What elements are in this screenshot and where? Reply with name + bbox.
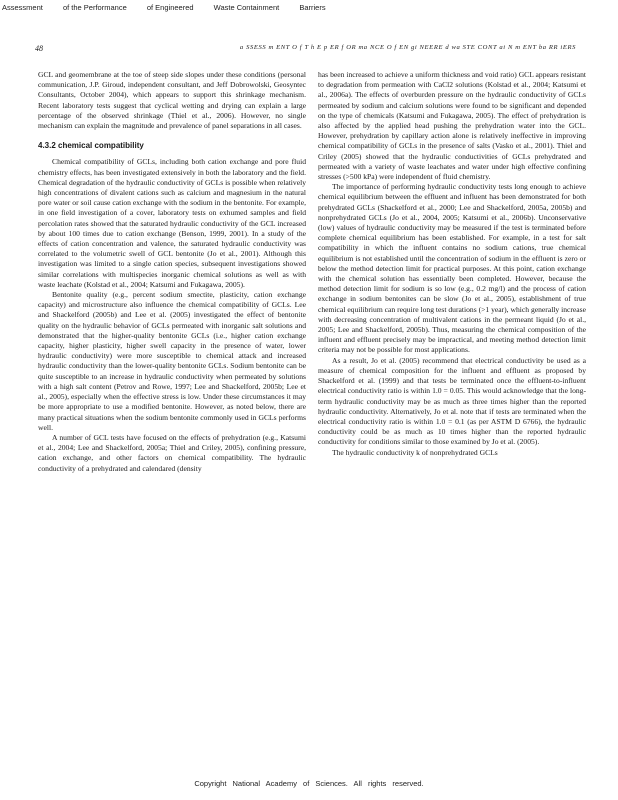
copyright-footer: Copyright National Academy of Sciences. All rights reserved. xyxy=(194,779,424,788)
top-bar-item: Barriers xyxy=(299,3,326,12)
left-column xyxy=(38,70,306,762)
paragraph: Bentonite quality (e.g., percent sodium smectite, plasticity, cation exchange capacity) and microstructure also influence the chemical compatibility of GCLs. Lee and Shackelford (2005b) and Lee et al. (2005) investigated the effect of bentonite quality on the hydraulic behavior of GCLs permeated with inorganic salt solutions and demonstrated that the higher-quality bentonite GCLs (i.e., higher cation exchange capacity, higher plasticity, higher swell capacity in the presence of water, lower hydraulic conductivity) were more susceptible to chemical attack and increased hydraulic conductivity than the lower-quality bentonite GCLs. Sodium bentonite can be quite susceptible to an increase in hydraulic conductivity when permeated by solutions with a high salt content (Petrov and Rowe, 1997; Lee and Shackelford, 2005b; Lee et al., 2005), especially when the effective stress is low. Under these circumstances it may be more appropriate to use a modified bentonite. However, as noted below, there are many practical situations when the sodium bentonite commonly used in GCLs performs well. xyxy=(38,290,306,432)
paragraph: A number of GCL tests have focused on the effects of prehydration (e.g., Katsumi et al., 2004; Lee and Shackelford, 2005a; Thiel and Criley, 2005), confining pressure, cation exchange, and other factors on chemical compatibility. The hydraulic conductivity of a prehydrated and calendared (density xyxy=(38,432,306,473)
top-bar-item: of Engineered xyxy=(146,3,194,12)
paragraph: The importance of performing hydraulic conductivity tests long enough to achieve chemical equilibrium between the effluent and influent has been demonstrated for both prehydrated GCLs (Shackelford et al., 2000; Lee and Shackelford, 2005a, 2005b) and nonprehydrated GCLs (Jo et al., 2004, 2005; Katsumi et al., 2006b). Unconservative (low) values of hydraulic conductivity may be measured if the test is terminated before complete chemical equilibrium has been established. For example, in a test for salt compatibility in which the influent contains no sodium cations, true chemical equilibrium is not established until the concentration of sodium in the effluent is zero or below the method detection limit for practical purposes. At this point, cation exchange with the chemical solution has essentially been completed. However, because the method detection limit for sodium is so low (e.g., 0.2 mg/l) and the process of cation exchange in sodium bentonites can be slow (Jo et al., 2005), establishment of true chemical equilibrium can require long test durations (>1 year), which generally increase with decreasing concentration of multivalent cations in the permeant liquid (Jo et al., 2005; Lee and Shackelford, 2005b). Thus, measuring the chemical composition of the influent and effluent precisely may be impractical, and meeting method detection limit criteria may not be possible for most applications. xyxy=(318,182,586,355)
paragraph: The hydraulic conductivity k of nonprehydrated GCLs xyxy=(332,447,498,457)
page-number: 48 xyxy=(35,44,43,53)
right-column xyxy=(318,70,586,762)
top-bar xyxy=(0,0,618,15)
paragraph: Chemical compatibility of GCLs, including both cation exchange and pore fluid chemistry effects, has been investigated extensively in both the laboratory and the field. Chemical degradation of the hydraulic conductivity of GCLs is possible when relatively high concentrations of divalent cations such as calcium and magnesium in the natural pore water or soil cause cation exchange with the sodium in the bentonite. For example, in one field investigation of a cover, laboratory tests on exhumed samples and field percolation rates showed that the saturated hydraulic conductivity of the GCL increased by about 100 times due to cation exchange (Benson, 1999, 2001). In a study of the effects of cation concentration and valence, the saturated hydraulic conductivity was correlated to the volumetric swell of GCL bentonite (Jo et al., 2001). Although this investigation was limited to a single cation species, subsequent investigations showed similar correlations with multispecies inorganic chemical solutions as well as with waste leachate (Kolstad et al., 2004; Katsumi and Fukagawa, 2005). xyxy=(38,157,306,289)
paragraph: GCL and geomembrane at the toe of steep side slopes under these conditions (personal communication, J.P. Giroud, independent consultant, and Jeff Dobrowolski, Geosyntec Consultants, October 2004), which appears to support this shrinkage mechanism. Recent laboratory tests suggest that cyclical wetting and drying can explain a large percentage of the observed shrinkage (Thiel et al., 2006). However, no single mechanism can explain the magnitude and prevalence of panel separations in all cases. xyxy=(38,70,306,131)
top-bar-item: of the Performance xyxy=(62,3,127,12)
section-heading: 4.3.2 chemical compatibility xyxy=(38,141,144,151)
paragraph: As a result, Jo et al. (2005) recommend that electrical conductivity be used as a measure of chemical composition for the influent and effluent as proposed by Shackelford et al. (1999) and that tests be terminated once the effluent-to-influent electrical conductivity ratio is within 1.0 = 0.05. This would acknowledge that the long-term hydraulic conductivity may be as much as three times higher than the reported hydraulic conductivity. Alternatively, Jo et al. note that if tests are terminated when the electrical conductivity ratio is within 1.0 = 0.1 (as per ASTM D 6766), the hydraulic conductivity could be as much as 10 times higher than the reported hydraulic conductivity for conditions similar to those examined by Jo et al. (2005). xyxy=(318,355,586,447)
top-bar-item: Assessment xyxy=(2,3,43,12)
top-bar-item: Waste Containment xyxy=(213,3,280,12)
running-head: a SSESS m ENT O f T h E p ER f OR ma NCE O f EN gi NEERE d wa STE CONT ai N m ENT ba RR iERS xyxy=(239,44,576,51)
paragraph: has been increased to achieve a uniform thickness and void ratio) GCL appears resistant to degradation from permeation with CaCl2 solutions (Kolstad et al., 2004; Katsumi et al., 2006a). The effects of overburden pressure on the hydraulic conductivity of GCLs permeated by sodium and calcium solutions were found to be significant and depended on the type of chemicals (Katsumi and Fukagawa, 2005). The effect of prehydration is also affected by the applied head pushing the prehydration water into the GCL. However, prehydration by capillary action alone is relatively ineffective in improving chemical compatibility of GCLs in the presence of salts (Vasko et al., 2001). Thiel and Criley (2005) showed that the hydraulic conductivities of GCLs prehydrated and permeated with a variety of waste leachates and water under high effective confining stresses (>500 kPa) were independent of fluid chemistry. xyxy=(318,70,586,182)
